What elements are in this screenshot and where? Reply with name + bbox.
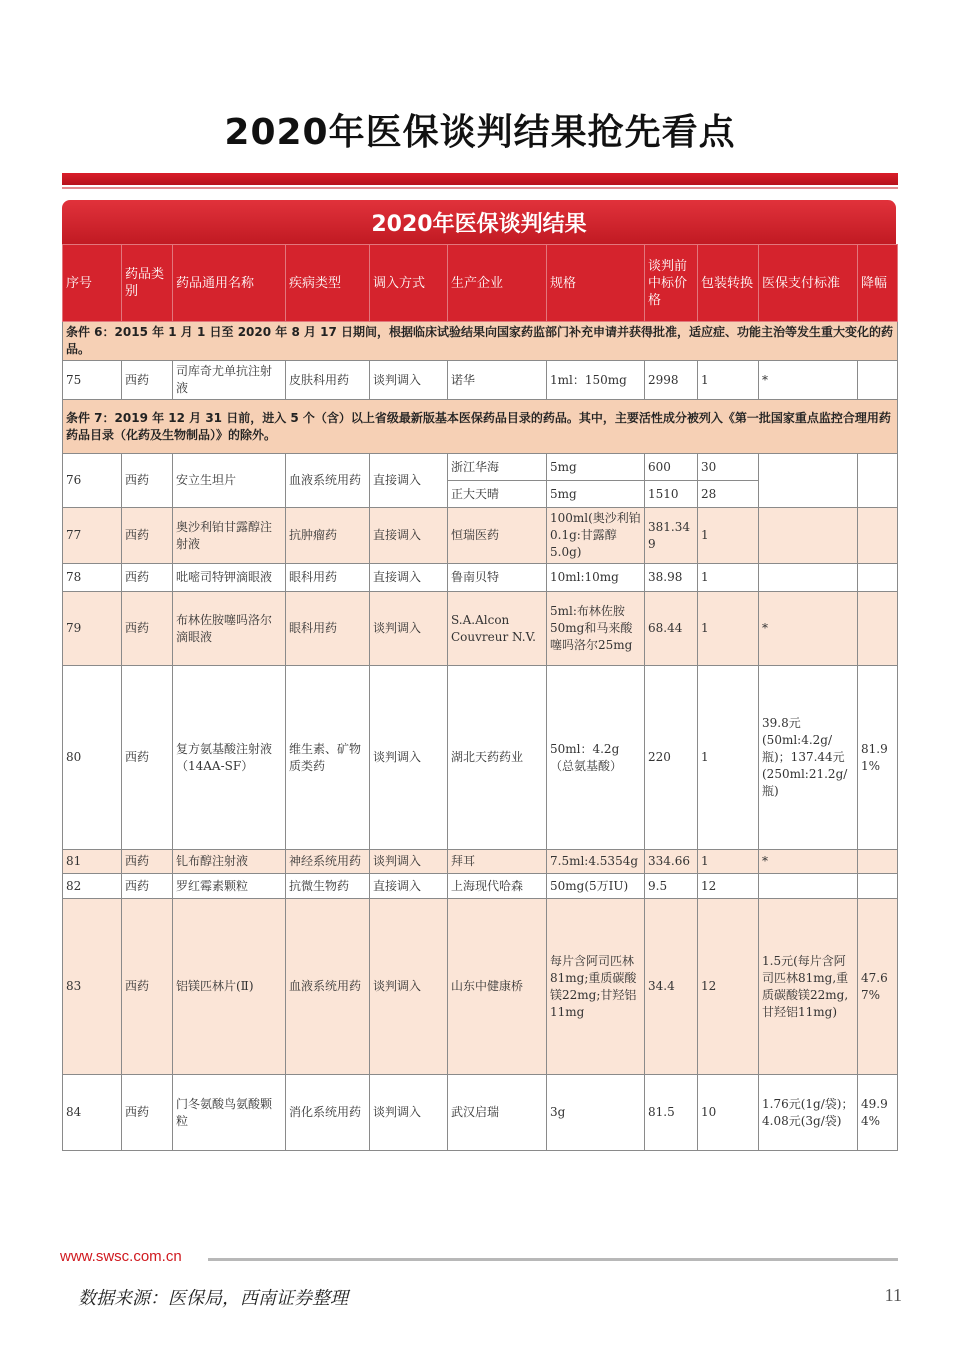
- table-header-row: [63, 245, 898, 322]
- cell-drop: [858, 592, 898, 666]
- cell-no: 84: [63, 1075, 122, 1151]
- cell-method: 谈判调入: [370, 361, 448, 400]
- cell-method: 直接调入: [370, 508, 448, 564]
- cell-drop: [858, 850, 898, 874]
- cell-disease: 消化系统用药: [286, 1075, 370, 1151]
- cell-spec: 100ml(奥沙利铂0.1g:甘露醇5.0g): [547, 508, 645, 564]
- cell-name: 司库奇尤单抗注射液: [173, 361, 286, 400]
- cell-pack: 1: [698, 361, 759, 400]
- cell-category: 西药: [122, 899, 173, 1075]
- cell-name: 铝镁匹林片(Ⅱ): [173, 899, 286, 1075]
- cell-method: 直接调入: [370, 564, 448, 592]
- cell-pack: 1: [698, 508, 759, 564]
- cell-drop: 81.91%: [858, 666, 898, 850]
- cell-disease: 皮肤科用药: [286, 361, 370, 400]
- cell-pack: 30: [698, 454, 759, 481]
- table-row: [63, 850, 898, 874]
- cell-price: 34.4: [645, 899, 698, 1075]
- cell-name: 布林佐胺噻吗洛尔滴眼液: [173, 592, 286, 666]
- cell-maker: 恒瑞医药: [448, 508, 547, 564]
- cell-standard: *: [759, 850, 858, 874]
- cell-pack: 28: [698, 481, 759, 508]
- col-header-drop: 降幅: [858, 245, 898, 322]
- cell-price: 9.5: [645, 874, 698, 899]
- cell-pack: 1: [698, 592, 759, 666]
- table-row: [63, 874, 898, 899]
- col-header-method: 调入方式: [370, 245, 448, 322]
- table-row: [63, 592, 898, 666]
- cell-standard: [759, 454, 858, 508]
- cell-pack: 1: [698, 850, 759, 874]
- cell-maker: 诺华: [448, 361, 547, 400]
- cell-no: 79: [63, 592, 122, 666]
- cell-no: 80: [63, 666, 122, 850]
- cell-spec: 50ml：4.2g（总氨基酸）: [547, 666, 645, 850]
- cell-method: 谈判调入: [370, 592, 448, 666]
- cell-category: 西药: [122, 666, 173, 850]
- cell-drop: 47.67%: [858, 899, 898, 1075]
- col-header-spec: 规格: [547, 245, 645, 322]
- cell-method: 谈判调入: [370, 666, 448, 850]
- cell-maker: 正大天晴: [448, 481, 547, 508]
- cell-name: 门冬氨酸鸟氨酸颗粒: [173, 1075, 286, 1151]
- cell-disease: 眼科用药: [286, 592, 370, 666]
- col-header-category: 药品类别: [122, 245, 173, 322]
- cell-standard: *: [759, 592, 858, 666]
- cell-disease: 维生素、矿物质类药: [286, 666, 370, 850]
- cell-price: 600: [645, 454, 698, 481]
- data-source-note: 数据来源：医保局，西南证券整理: [78, 1288, 348, 1309]
- cell-method: 直接调入: [370, 874, 448, 899]
- cell-maker: 浙江华海: [448, 454, 547, 481]
- cell-spec: 7.5ml:4.5354g: [547, 850, 645, 874]
- cell-drop: [858, 874, 898, 899]
- cell-drop: [858, 454, 898, 508]
- title-underline-bar: [62, 173, 898, 185]
- cell-price: 1510: [645, 481, 698, 508]
- cell-disease: 血液系统用药: [286, 899, 370, 1075]
- cell-no: 78: [63, 564, 122, 592]
- cell-disease: 血液系统用药: [286, 454, 370, 508]
- footer-divider: [208, 1258, 898, 1261]
- cell-method: 谈判调入: [370, 850, 448, 874]
- col-header-standard: 医保支付标准: [759, 245, 858, 322]
- cell-category: 西药: [122, 592, 173, 666]
- col-header-name: 药品通用名称: [173, 245, 286, 322]
- cell-method: 直接调入: [370, 454, 448, 508]
- table-row: [63, 1075, 898, 1151]
- condition-text: 条件 7：2019 年 12 月 31 日前，进入 5 个（含）以上省级最新版基本医保药品目录的药品。其中，主要活性成分被列入《第一批国家重点监控合理用药药品目录（化药及生物制品）》的除外。: [63, 400, 898, 454]
- cell-name: 奥沙利铂甘露醇注射液: [173, 508, 286, 564]
- cell-no: 75: [63, 361, 122, 400]
- cell-name: 罗红霉素颗粒: [173, 874, 286, 899]
- cell-maker: 拜耳: [448, 850, 547, 874]
- table-row: [63, 666, 898, 850]
- cell-category: 西药: [122, 850, 173, 874]
- cell-disease: 抗肿瘤药: [286, 508, 370, 564]
- cell-pack: 10: [698, 1075, 759, 1151]
- cell-spec: 50mg(5万IU): [547, 874, 645, 899]
- cell-method: 谈判调入: [370, 1075, 448, 1151]
- cell-name: 吡嘧司特钾滴眼液: [173, 564, 286, 592]
- cell-no: 81: [63, 850, 122, 874]
- cell-drop: [858, 508, 898, 564]
- condition-row: [63, 400, 898, 454]
- table-banner: [62, 200, 896, 244]
- cell-spec: 3g: [547, 1075, 645, 1151]
- table-row: [63, 361, 898, 400]
- cell-maker: 武汉启瑞: [448, 1075, 547, 1151]
- cell-standard: [759, 564, 858, 592]
- cell-no: 76: [63, 454, 122, 508]
- cell-maker: 湖北天药药业: [448, 666, 547, 850]
- cell-price: 38.98: [645, 564, 698, 592]
- cell-price: 381.349: [645, 508, 698, 564]
- cell-category: 西药: [122, 1075, 173, 1151]
- col-header-pack: 包装转换: [698, 245, 759, 322]
- cell-category: 西药: [122, 454, 173, 508]
- page-title: 2020年医保谈判结果抢先看点: [224, 112, 736, 153]
- col-header-maker: 生产企业: [448, 245, 547, 322]
- cell-spec: 5mg: [547, 481, 645, 508]
- cell-category: 西药: [122, 508, 173, 564]
- condition-text: 条件 6：2015 年 1 月 1 日至 2020 年 8 月 17 日期间，根据临床试验结果向国家药监部门补充申请并获得批准，适应症、功能主治等发生重大变化的药品。: [63, 322, 898, 361]
- page-number: 11: [884, 1285, 902, 1305]
- cell-spec: 5mg: [547, 454, 645, 481]
- cell-method: 谈判调入: [370, 899, 448, 1075]
- cell-pack: 1: [698, 564, 759, 592]
- cell-spec: 每片含阿司匹林81mg;重质碳酸镁22mg;甘羟铝11mg: [547, 899, 645, 1075]
- cell-no: 82: [63, 874, 122, 899]
- cell-drop: [858, 361, 898, 400]
- cell-maker: 上海现代哈森: [448, 874, 547, 899]
- cell-price: 81.5: [645, 1075, 698, 1151]
- cell-pack: 12: [698, 874, 759, 899]
- footer-url[interactable]: www.swsc.com.cn: [60, 1248, 182, 1265]
- cell-standard: [759, 508, 858, 564]
- cell-spec: 10ml:10mg: [547, 564, 645, 592]
- cell-pack: 1: [698, 666, 759, 850]
- cell-maker: 鲁南贝特: [448, 564, 547, 592]
- cell-drop: [858, 564, 898, 592]
- condition-row: [63, 322, 898, 361]
- cell-spec: 1ml：150mg: [547, 361, 645, 400]
- col-header-no: 序号: [63, 245, 122, 322]
- cell-category: 西药: [122, 361, 173, 400]
- col-header-price: 谈判前中标价格: [645, 245, 698, 322]
- cell-standard: 39.8元(50ml:4.2g/瓶)；137.44元(250ml:21.2g/瓶): [759, 666, 858, 850]
- table-row: [63, 899, 898, 1075]
- cell-name: 安立生坦片: [173, 454, 286, 508]
- cell-pack: 12: [698, 899, 759, 1075]
- table-row: [63, 564, 898, 592]
- cell-name: 复方氨基酸注射液（14AA-SF）: [173, 666, 286, 850]
- cell-maker: 山东中健康桥: [448, 899, 547, 1075]
- col-header-disease: 疾病类型: [286, 245, 370, 322]
- cell-standard: [759, 874, 858, 899]
- title-underline-thin: [62, 187, 898, 189]
- cell-price: 68.44: [645, 592, 698, 666]
- cell-standard: *: [759, 361, 858, 400]
- cell-drop: 49.94%: [858, 1075, 898, 1151]
- cell-no: 83: [63, 899, 122, 1075]
- cell-maker: S.A.Alcon Couvreur N.V.: [448, 592, 547, 666]
- cell-disease: 神经系统用药: [286, 850, 370, 874]
- cell-no: 77: [63, 508, 122, 564]
- cell-standard: 1.76元(1g/袋)；4.08元(3g/袋): [759, 1075, 858, 1151]
- cell-name: 钆布醇注射液: [173, 850, 286, 874]
- cell-disease: 抗微生物药: [286, 874, 370, 899]
- cell-spec: 5ml:布林佐胺50mg和马来酸噻吗洛尔25mg: [547, 592, 645, 666]
- cell-disease: 眼科用药: [286, 564, 370, 592]
- table-row: [63, 508, 898, 564]
- cell-price: 334.66: [645, 850, 698, 874]
- cell-price: 2998: [645, 361, 698, 400]
- cell-price: 220: [645, 666, 698, 850]
- cell-category: 西药: [122, 564, 173, 592]
- cell-category: 西药: [122, 874, 173, 899]
- cell-standard: 1.5元(每片含阿司匹林81mg,重质碳酸镁22mg,甘羟铝11mg): [759, 899, 858, 1075]
- table-row: [63, 454, 898, 481]
- banner-title: 2020年医保谈判结果: [371, 211, 587, 237]
- results-table: [62, 244, 898, 1151]
